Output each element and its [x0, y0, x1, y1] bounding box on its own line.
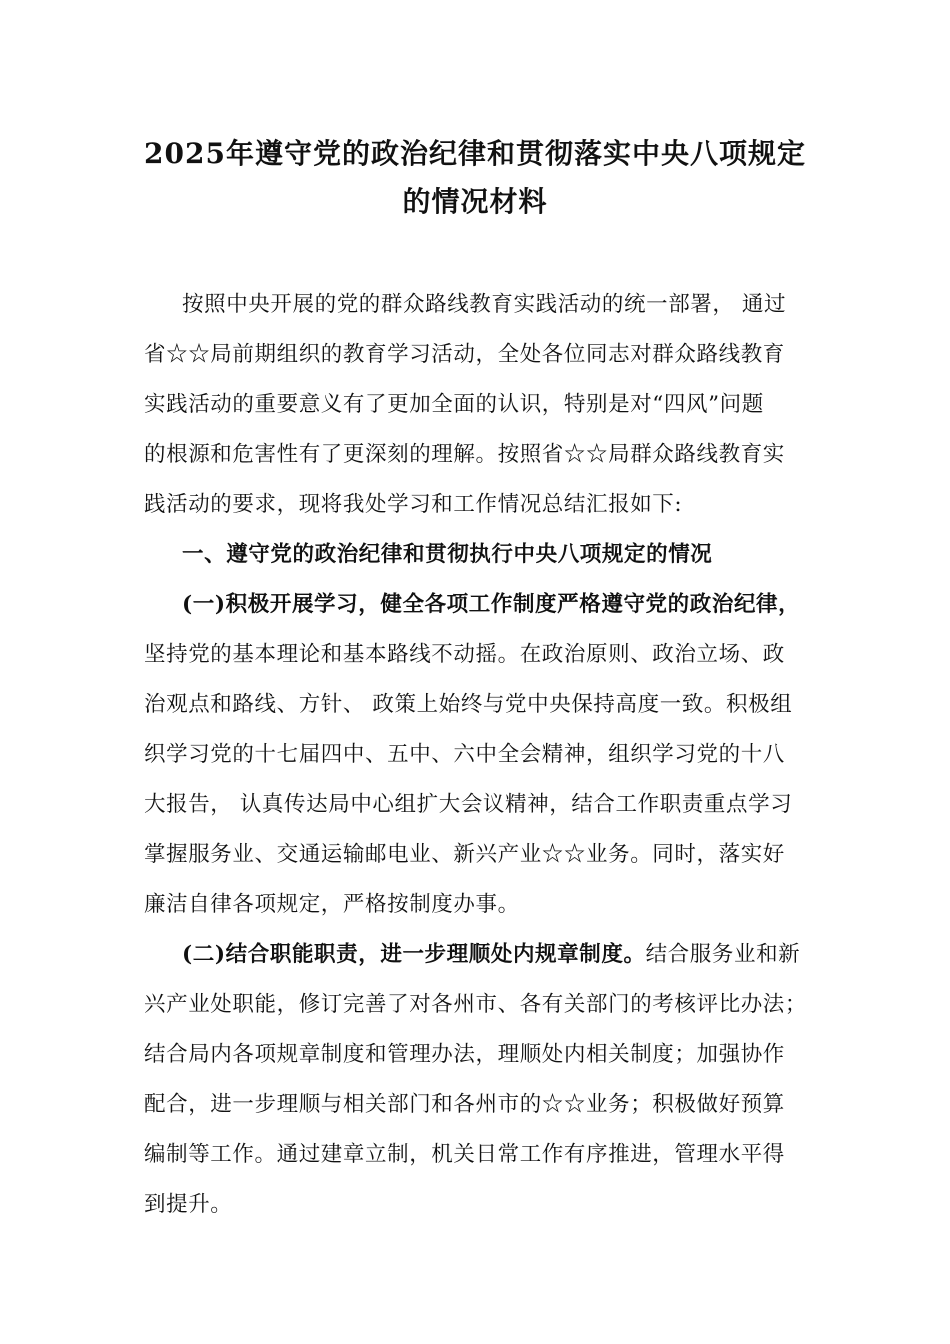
intro-line: 实践活动的重要意义有了更加全面的认识，特别是对“四风”问题 — [144, 392, 764, 417]
item-2-first-line — [144, 930, 808, 980]
item-1-line: 掌握服务业、交通运输邮电业、新兴产业☆☆业务。同时，落实好 — [144, 842, 785, 867]
item-1-line: 织学习党的十七届四中、五中、六中全会精神，组织学习党的十八 — [144, 742, 785, 767]
item-1-line: 大报告， 认真传达局中心组扩大会议精神，结合工作职责重点学习 — [144, 792, 793, 817]
title-line-1: 2025年遵守党的政治纪律和贯彻落实中央八项规定 — [144, 137, 806, 170]
intro-paragraph — [144, 280, 808, 530]
document-title — [120, 130, 830, 226]
title-line-2: 的情况材料 — [402, 185, 548, 218]
item-1-lead: (一)积极开展学习，健全各项工作制度严格遵守党的政治纪律， — [182, 592, 801, 617]
intro-line: 省☆☆局前期组织的教育学习活动，全处各位同志对群众路线教育 — [144, 342, 785, 367]
intro-line: 按照中央开展的党的群众路线教育实践活动的统一部署， 通过 — [182, 292, 787, 317]
item-2-line: 结合局内各项规章制度和管理办法，理顺处内相关制度；加强协作 — [144, 1042, 785, 1067]
item-2-line: 到提升。 — [144, 1192, 233, 1217]
item-1-line: 廉洁自律各项规定，严格按制度办事。 — [144, 892, 520, 917]
item-paragraph-2 — [144, 930, 808, 1230]
item-2-lead: (二)结合职能职责，进一步理顺处内规章制度。 — [182, 942, 646, 967]
item-paragraph-1 — [144, 580, 808, 930]
document-body — [144, 280, 808, 1230]
intro-line: 践活动的要求，现将我处学习和工作情况总结汇报如下: — [144, 492, 683, 517]
item-2-line: 兴产业处职能，修订完善了对各州市、各有关部门的考核评比办法； — [144, 992, 808, 1017]
item-1-line: 坚持党的基本理论和基本路线不动摇。在政治原则、政治立场、政 — [144, 642, 785, 667]
item-2-line: 编制等工作。通过建章立制，机关日常工作有序推进，管理水平得 — [144, 1142, 785, 1167]
intro-line: 的根源和危害性有了更深刻的理解。按照省☆☆局群众路线教育实 — [144, 442, 785, 467]
item-2-line: 配合，进一步理顺与相关部门和各州市的☆☆业务；积极做好预算 — [144, 1092, 785, 1117]
item-2-lead-rest: 结合服务业和新 — [645, 942, 801, 967]
section-heading-1: 一、遵守党的政治纪律和贯彻执行中央八项规定的情况 — [182, 542, 713, 567]
item-1-line: 治观点和路线、方针、 政策上始终与党中央保持高度一致。积极组 — [144, 692, 793, 717]
